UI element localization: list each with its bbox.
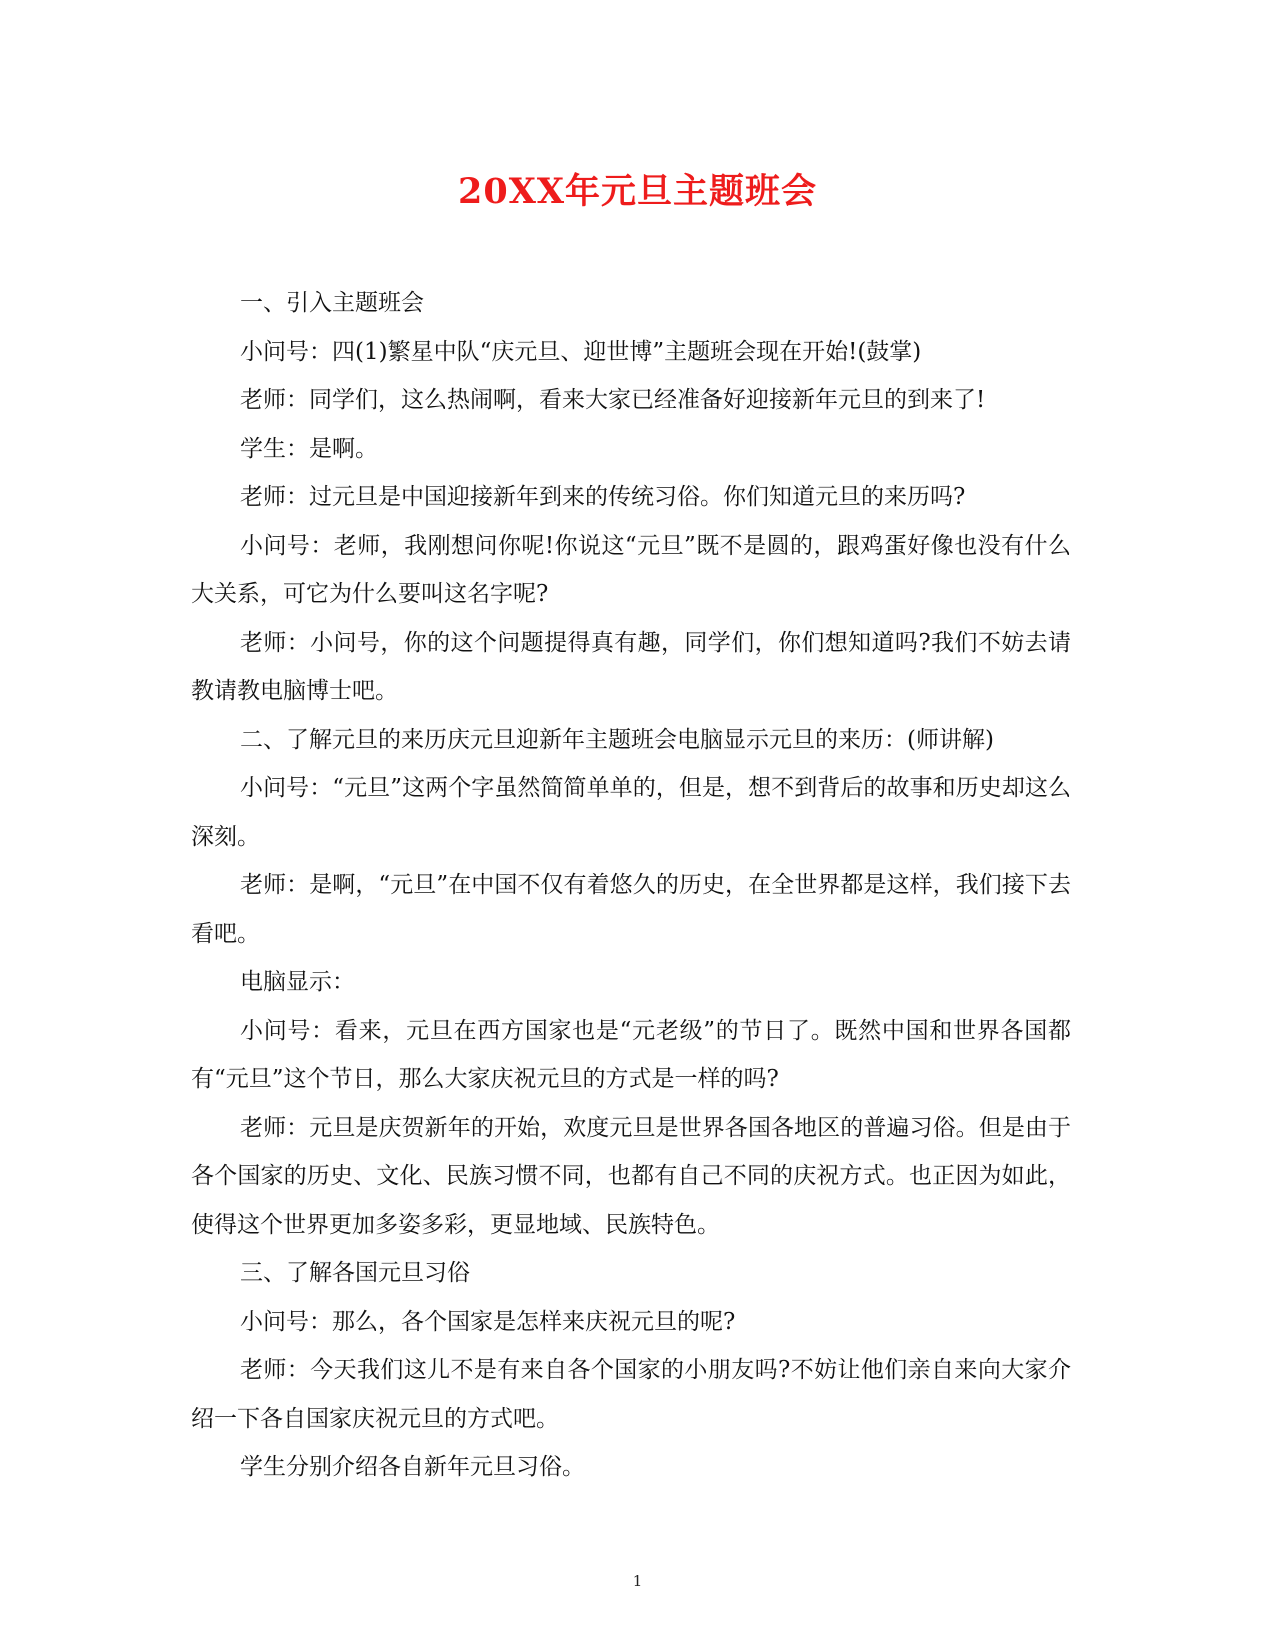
paragraph: 小问号：那么，各个国家是怎样来庆祝元旦的呢? — [240, 1308, 736, 1335]
paragraph: 学生分别介绍各自新年元旦习俗。 — [240, 1454, 585, 1480]
paragraph: 小问号：看来，元旦在西方国家也是“元老级”的节日了。既然中国和世界各国都有“元旦”这个节日，那么大家庆祝元旦的方式是一样的吗? — [191, 1017, 1071, 1092]
paragraph: 老师：是啊，“元旦”在中国不仅有着悠久的历史，在全世界都是这样，我们接下去看吧。 — [191, 872, 1071, 947]
section-heading: 三、了解各国元旦习俗 — [240, 1260, 470, 1286]
paragraph: 老师：今天我们这儿不是有来自各个国家的小朋友吗?不妨让他们亲自来向大家介绍一下各自国家庆祝元旦的方式吧。 — [191, 1357, 1071, 1432]
section-heading: 二、了解元旦的来历庆元旦迎新年主题班会电脑显示元旦的来历：(师讲解) — [240, 726, 994, 753]
paragraph: 电脑显示： — [240, 969, 355, 995]
paragraph: 小问号：老师，我刚想问你呢!你说这“元旦”既不是圆的，跟鸡蛋好像也没有什么大关系，可它为什么要叫这名字呢? — [191, 532, 1071, 607]
document-body — [191, 279, 1071, 1492]
paragraph: 老师：同学们，这么热闹啊，看来大家已经准备好迎接新年元旦的到来了! — [240, 387, 986, 413]
document-title: 20XX年元旦主题班会 — [457, 171, 818, 212]
paragraph: 小问号：四(1)繁星中队“庆元旦、迎世博”主题班会现在开始!(鼓掌) — [240, 338, 922, 365]
paragraph: 老师：元旦是庆贺新年的开始，欢度元旦是世界各国各地区的普遍习俗。但是由于各个国家的历史、文化、民族习惯不同，也都有自己不同的庆祝方式。也正因为如此，使得这个世界更加多姿多彩，更显地域、民族特色。 — [191, 1114, 1071, 1238]
paragraph: 老师：小问号，你的这个问题提得真有趣，同学们，你们想知道吗?我们不妨去请教请教电脑博士吧。 — [191, 629, 1071, 704]
paragraph: 老师：过元旦是中国迎接新年到来的传统习俗。你们知道元旦的来历吗? — [240, 484, 966, 510]
section-heading: 一、引入主题班会 — [240, 290, 424, 316]
paragraph: 学生：是啊。 — [240, 435, 378, 462]
paragraph: 小问号：“元旦”这两个字虽然简简单单的，但是，想不到背后的故事和历史却这么深刻。 — [191, 775, 1071, 850]
page-number: 1 — [632, 1572, 643, 1590]
